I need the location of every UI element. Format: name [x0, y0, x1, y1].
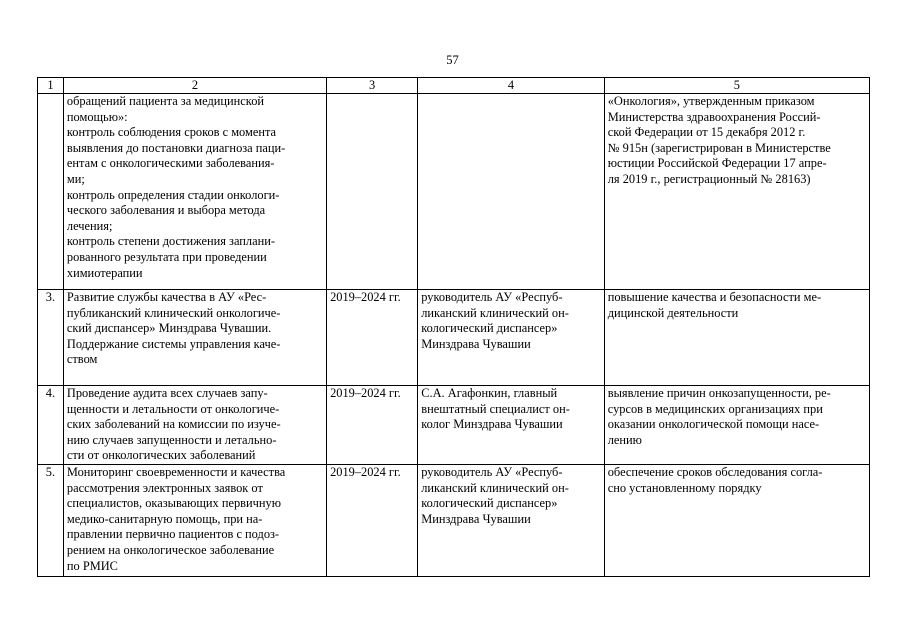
responsible-cell	[418, 464, 605, 576]
table-row-4	[38, 386, 870, 465]
measure-cell	[63, 94, 326, 290]
measure-line: контроль степени достижения заплани-	[66, 234, 275, 249]
result-line: обеспечение сроков обследования согла-	[607, 464, 823, 479]
table-row-3	[38, 290, 870, 386]
measure-line: ми;	[66, 171, 85, 186]
measure-cell	[63, 464, 326, 576]
result-line: № 915н (зарегистрирован в Министерстве	[607, 140, 831, 155]
responsible-line: колог Минздрава Чувашии	[421, 417, 563, 432]
measure-line: нию случаев запущенности и летально-	[66, 432, 277, 447]
row-number-cell: 4.	[38, 386, 64, 465]
responsible-line: кологический диспансер»	[421, 321, 558, 336]
result-cell	[604, 386, 869, 465]
measure-line: рением на онкологическое заболевание	[66, 542, 275, 557]
measure-line: обращений пациента за медицинской	[66, 94, 265, 108]
responsible-line: ликанский клинический он-	[421, 305, 569, 320]
column-header-4: 4	[418, 78, 605, 94]
period-cell: 2019–2024 гг.	[327, 464, 418, 576]
column-header-5: 5	[604, 78, 869, 94]
measure-line: щенности и летальности от онкологиче-	[66, 401, 280, 416]
responsible-cell	[418, 94, 605, 290]
measure-cell	[63, 386, 326, 465]
responsible-line: Минздрава Чувашии	[421, 336, 531, 351]
measure-line: специалистов, оказывающих первичную	[66, 496, 281, 511]
measure-line: Развитие службы качества в АУ «Рес-	[66, 290, 267, 304]
column-header-2: 2	[63, 78, 326, 94]
period-cell: 2019–2024 гг.	[327, 386, 418, 465]
column-header-1: 1	[38, 78, 64, 94]
measure-cell	[63, 290, 326, 386]
table-header-row	[38, 78, 870, 94]
measure-line: Поддержание системы управления каче-	[66, 336, 281, 351]
measure-line: ством	[66, 352, 98, 367]
column-header-3: 3	[327, 78, 418, 94]
responsible-cell	[418, 386, 605, 465]
measure-line: лечения;	[66, 218, 113, 233]
measure-line: помощью»:	[66, 109, 128, 124]
result-line: «Онкология», утвержденным приказом	[607, 94, 815, 108]
measure-line: ческого заболевания и выбора метода	[66, 203, 266, 218]
action-plan-table	[37, 77, 870, 577]
responsible-line: кологический диспансер»	[421, 496, 558, 511]
responsible-line: Минздрава Чувашии	[421, 511, 531, 526]
measure-line: контроль определения стадии онкологи-	[66, 187, 280, 202]
measure-line: ских заболеваний на комиссии по изуче-	[66, 417, 281, 432]
result-line: сно установленному порядку	[607, 480, 762, 495]
measure-line: ский диспансер» Минздрава Чувашии.	[66, 321, 272, 336]
result-line: сурсов в медицинских организациях при	[607, 401, 823, 416]
responsible-line: руководитель АУ «Респуб-	[421, 290, 563, 304]
measure-line: химиотерапии	[66, 265, 143, 280]
result-line: повышение качества и безопасности ме-	[607, 290, 822, 304]
responsible-line: ликанский клинический он-	[421, 480, 569, 495]
responsible-line: руководитель АУ «Респуб-	[421, 464, 563, 479]
responsible-cell	[418, 290, 605, 386]
result-cell	[604, 290, 869, 386]
result-line: лению	[607, 432, 642, 447]
measure-line: правлении первично пациентов с подоз-	[66, 527, 280, 542]
result-cell	[604, 94, 869, 290]
result-line: Министерства здравоохранения Россий-	[607, 109, 821, 124]
result-line: оказании онкологической помощи насе-	[607, 417, 820, 432]
result-line: дицинской деятельности	[607, 305, 739, 320]
measure-line: публиканский клинический онкологиче-	[66, 305, 281, 320]
table-row-5	[38, 464, 870, 576]
measure-line: ентам с онкологическими заболевания-	[66, 156, 275, 171]
table-row-continuation	[38, 94, 870, 290]
measure-line: по РМИС	[66, 558, 118, 573]
result-line: ской Федерации от 15 декабря 2012 г.	[607, 125, 806, 140]
measure-line: медико-санитарную помощь, при на-	[66, 511, 263, 526]
measure-line: Мониторинг своевременности и качества	[66, 464, 286, 479]
result-line: выявление причин онкозапущенности, ре-	[607, 386, 831, 400]
responsible-line: С.А. Агафонкин, главный	[421, 386, 558, 400]
result-line: ля 2019 г., регистрационный № 28163)	[607, 171, 811, 186]
row-number-cell	[38, 94, 64, 290]
measure-line: Проведение аудита всех случаев запу-	[66, 386, 268, 400]
measure-line: рованного результата при проведении	[66, 249, 267, 264]
row-number-cell: 5.	[38, 464, 64, 576]
period-cell: 2019–2024 гг.	[327, 290, 418, 386]
measure-line: сти от онкологических заболеваний	[66, 448, 256, 463]
measure-line: рассмотрения электронных заявок от	[66, 480, 263, 495]
page-number: 57	[446, 53, 459, 67]
period-cell	[327, 94, 418, 290]
row-number-cell: 3.	[38, 290, 64, 386]
result-line: юстиции Российской Федерации 17 апре-	[607, 156, 827, 171]
responsible-line: внештатный специалист он-	[421, 401, 570, 416]
measure-line: выявления до постановки диагноза паци-	[66, 140, 286, 155]
measure-line: контроль соблюдения сроков с момента	[66, 125, 277, 140]
result-cell	[604, 464, 869, 576]
